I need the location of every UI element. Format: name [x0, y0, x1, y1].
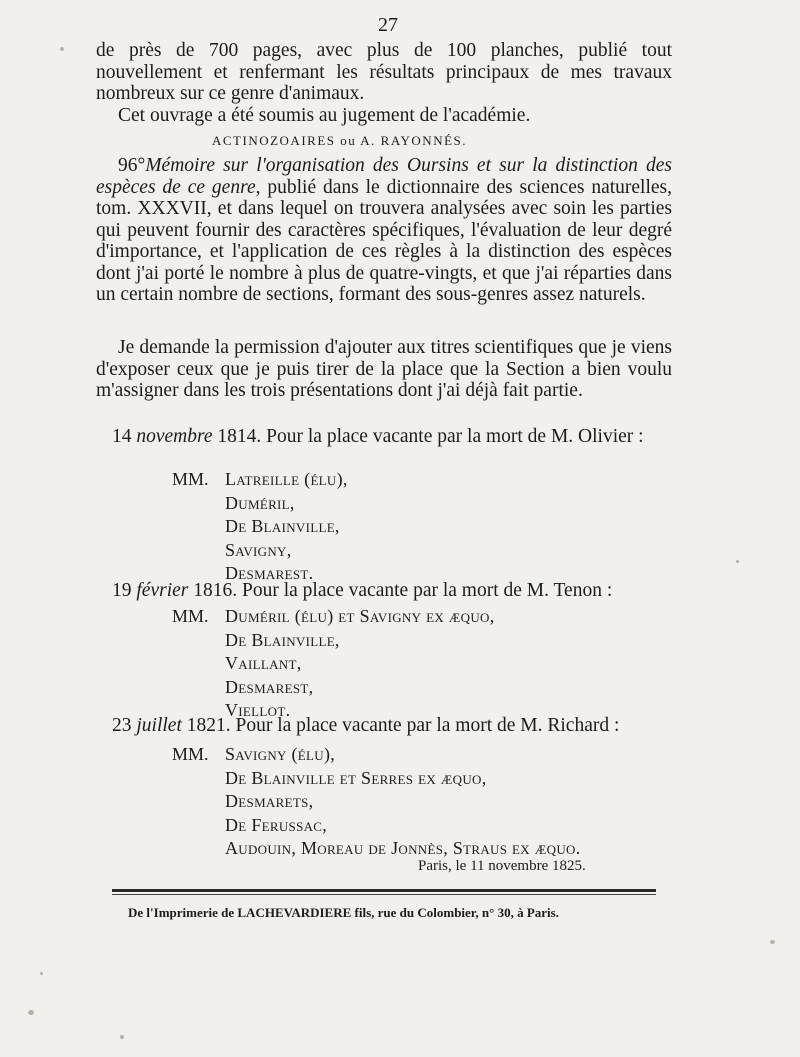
- candidate-name: De Blainville,: [225, 629, 340, 650]
- candidate-name: Vaillant,: [225, 653, 302, 673]
- footer-rule-thin: [112, 894, 656, 895]
- footer-rule: [112, 889, 656, 892]
- candidate-name: Duméril (élu) et Savigny ex æquo,: [225, 606, 495, 626]
- presentation-2-year: 1816: [193, 580, 233, 601]
- scan-speck: [28, 1010, 34, 1015]
- presentation-1-month: novembre: [136, 426, 213, 447]
- memoir-body: , publié dans le dictionnaire des sciences naturelles, tom. XXXVII, et dans lequel on trouvera analysées avec soin les parties qui peuvent fournir des caractères spécifiques, l'évaluation de leur degré d'importance, et l'application de ces règles à la distinction des espèces dont j'ai porté le nombre à plus de quatre-vingts, et que j'ai réparties dans un certain nombre de sections, formant des sous-genres assez naturels.: [96, 176, 673, 305]
- candidate-name: Savigny (élu),: [225, 744, 336, 764]
- candidate-name: Duméril,: [225, 492, 295, 513]
- presentation-3-text: . Pour la place vacante par la mort de M. Richard :: [225, 715, 620, 736]
- presentation-2-month: février: [136, 580, 189, 601]
- mm-label: MM.: [172, 606, 209, 626]
- candidate-name: Audouin, Moreau de Jonnès, Straus ex æquo.: [225, 838, 581, 858]
- candidate-name: De Blainville,: [225, 516, 340, 536]
- mm-label: MM.: [172, 469, 209, 489]
- candidate-name: Desmarest,: [225, 676, 314, 697]
- candidate-name: De Blainville et Serres ex æquo,: [225, 767, 487, 788]
- scan-speck: [770, 940, 775, 944]
- intro-block: [96, 40, 672, 126]
- presentation-1-text: . Pour la place vacante par la mort de M. Olivier :: [256, 426, 644, 447]
- memoir-title: Mémoire sur l'organisation des Oursins et sur la distinction des espèces de ce genre: [96, 155, 672, 198]
- presentation-1-year: 1814: [217, 426, 257, 447]
- scan-speck: [120, 1035, 124, 1039]
- presentation-3-month: juillet: [136, 715, 182, 736]
- sign-off-date: Paris, le 11 novembre 1825.: [418, 858, 586, 874]
- presentation-2-text: . Pour la place vacante par la mort de M. Tenon :: [232, 580, 613, 601]
- presentation-3-candidates: [172, 743, 581, 861]
- presentation-1-day: 14: [112, 426, 132, 447]
- candidate-name: Desmarest.: [225, 563, 314, 583]
- presentation-1-candidates: [172, 468, 348, 586]
- request-text: Je demande la permission d'ajouter aux titres scientifiques que je viens d'exposer ceux que je puis tirer de la place que la Section a bien voulu m'assigner dans les trois présentations dont j'ai déjà fait partie.: [96, 337, 672, 401]
- memoir-number: 96°: [118, 155, 146, 176]
- scan-speck: [60, 47, 64, 51]
- page-number: 27: [378, 14, 398, 36]
- candidate-name: Viellot.: [225, 700, 291, 720]
- section-heading: ACTINOZOAIRES ou A. RAYONNÉS.: [212, 133, 468, 148]
- presentation-2-day: 19: [112, 580, 132, 601]
- presentation-3-date-line: [112, 715, 672, 737]
- presentation-1-date-line: [112, 426, 672, 448]
- printer-imprint: De l'Imprimerie de LACHEVARDIERE fils, rue du Colombier, n° 30, à Paris.: [128, 905, 559, 920]
- presentation-2-date-line: [112, 580, 672, 602]
- candidate-name: Latreille (élu),: [225, 469, 348, 489]
- candidate-name: Desmarets,: [225, 791, 314, 811]
- intro-paragraph: de près de 700 pages, avec plus de 100 planches, publié tout nouvellement et renfermant les résultats principaux de mes travaux nombreux sur ce genre d'animaux.: [96, 40, 672, 104]
- scan-speck: [736, 560, 739, 563]
- intro-submission-line: Cet ouvrage a été soumis au jugement de l'académie.: [118, 104, 531, 126]
- presentation-2-candidates: [172, 605, 495, 723]
- request-paragraph: [96, 337, 672, 402]
- mm-label: MM.: [172, 744, 209, 764]
- scan-speck: [40, 972, 43, 975]
- candidate-name: De Ferussac,: [225, 814, 328, 835]
- presentation-3-year: 1821: [186, 715, 226, 736]
- memoir-paragraph: [96, 155, 672, 306]
- presentation-3-day: 23: [112, 715, 132, 736]
- candidate-name: Savigny,: [225, 539, 292, 560]
